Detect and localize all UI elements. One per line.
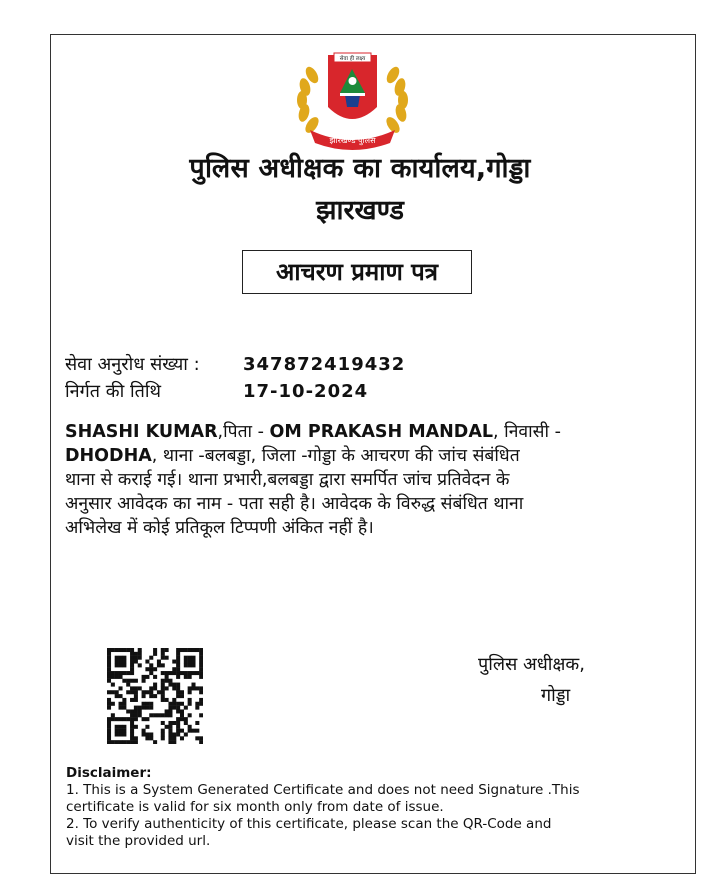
disclaimer-text <box>66 782 666 850</box>
signature-designation: पुलिस अधीक्षक, <box>478 654 585 675</box>
request-number-row <box>65 352 405 376</box>
body-line-2: , थाना -बलबड्डा, जिला -गोड्डा के आचरण की जांच संबंधित <box>151 446 520 466</box>
issue-date-label: निर्गत की तिथि <box>65 381 162 402</box>
certificate-body <box>65 420 670 540</box>
disclaimer-line-4: visit the provided url. <box>66 833 211 849</box>
father-label: ,पिता - <box>217 422 270 442</box>
qr-code-icon[interactable] <box>107 648 203 744</box>
jharkhand-police-emblem-icon <box>290 45 415 155</box>
disclaimer-line-3: 2. To verify authenticity of this certificate, please scan the QR-Code and <box>66 816 552 832</box>
body-line-3: थाना से कराई गई। थाना प्रभारी,बलबड्डा द्वारा समर्पित जांच प्रतिवेदन के <box>65 470 510 490</box>
signature-place: गोड्डा <box>541 685 571 706</box>
disclaimer-line-2: certificate is valid for six month only from date of issue. <box>66 799 444 815</box>
office-title: पुलिस अधीक्षक का कार्यालय,गोड्डा <box>189 153 531 184</box>
body-line-4: अनुसार आवेदक का नाम - पता सही है। आवेदक के विरुद्ध संबंधित थाना <box>65 494 524 514</box>
office-state: झारखण्ड <box>316 195 404 226</box>
disclaimer-line-1: 1. This is a System Generated Certificate and does not need Signature .This <box>66 782 580 798</box>
certificate-title: आचरण प्रमाण पत्र <box>242 250 472 294</box>
applicant-name: SHASHI KUMAR <box>65 422 218 442</box>
emblem-banner: झारखण्ड पुलिस <box>329 136 376 145</box>
request-number-value: 347872419432 <box>243 354 406 375</box>
father-name: OM PRAKASH MANDAL <box>269 422 494 442</box>
body-line-5: अभिलेख में कोई प्रतिकूल टिप्पणी अंकित नहीं है। <box>65 518 374 538</box>
disclaimer-heading: Disclaimer: <box>66 765 152 781</box>
issue-date-row <box>65 379 368 403</box>
issue-date-value: 17-10-2024 <box>243 381 369 402</box>
request-number-label: सेवा अनुरोध संख्या : <box>65 354 200 375</box>
village-name: DHODHA <box>65 446 152 466</box>
emblem-motto: सेवा ही लक्ष्य <box>339 56 366 62</box>
resident-label: , निवासी - <box>493 422 561 442</box>
